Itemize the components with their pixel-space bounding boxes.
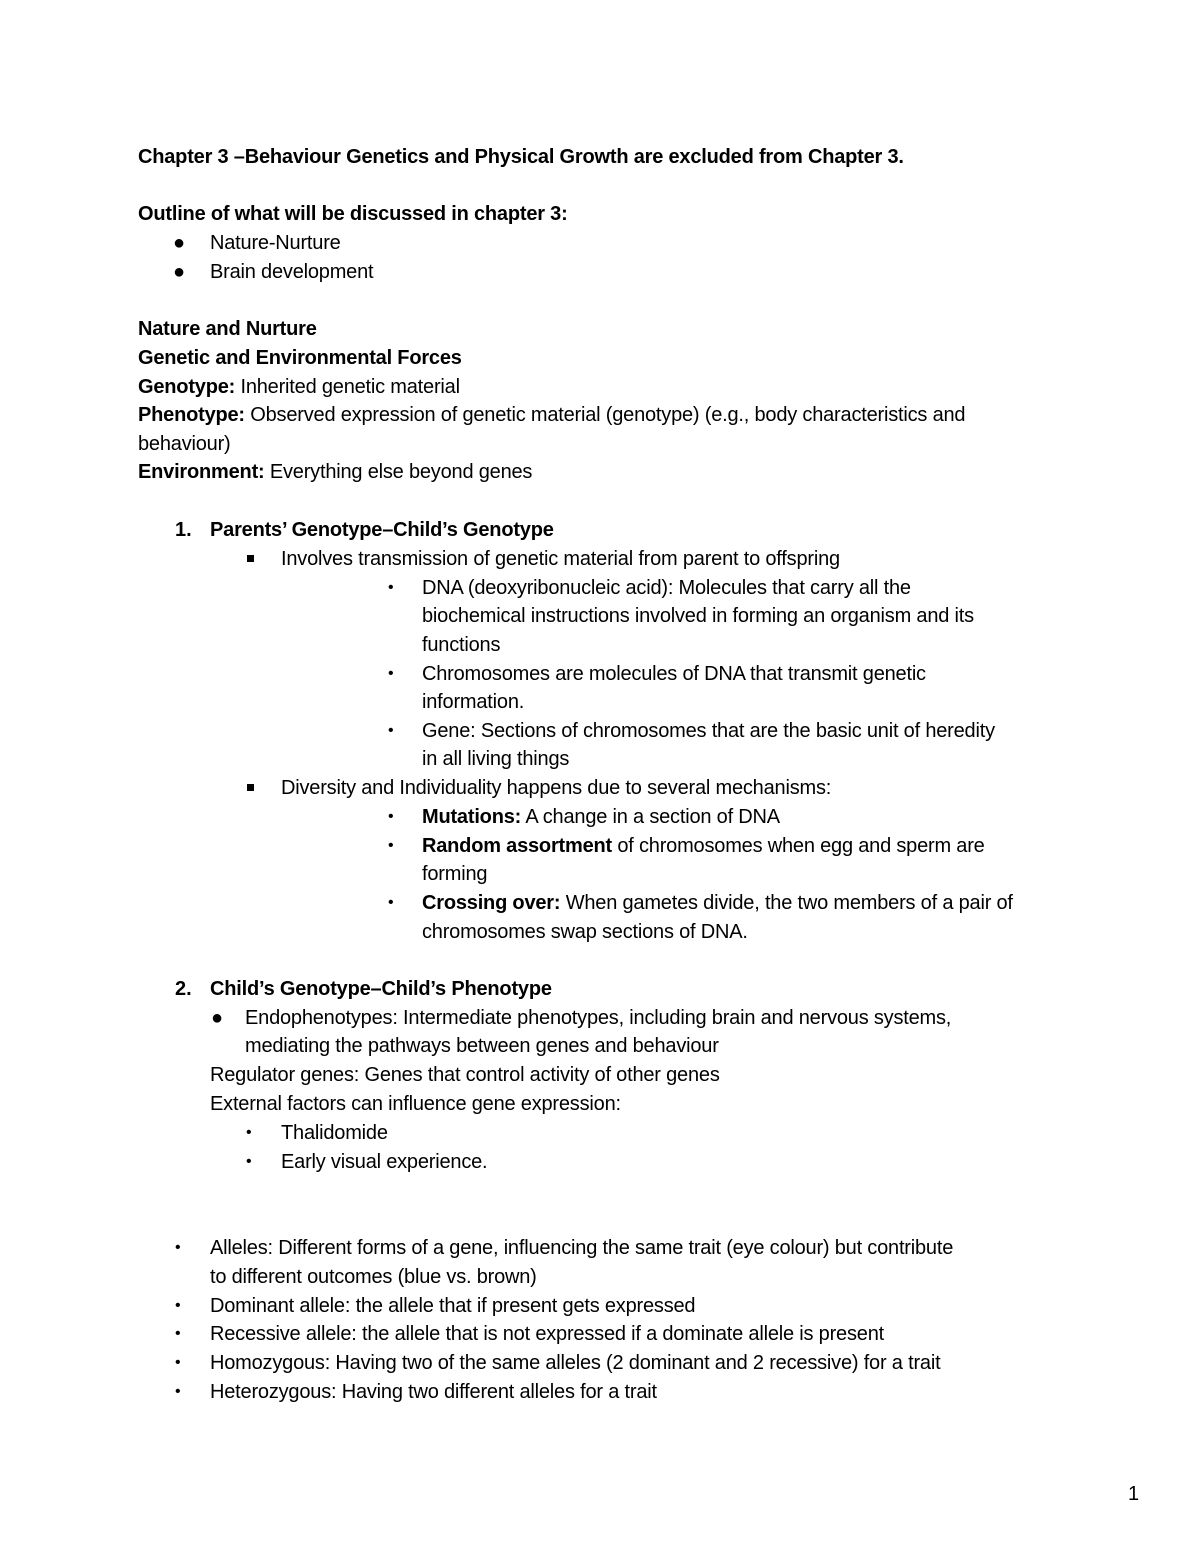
outline-item: Nature-Nurture bbox=[210, 232, 341, 254]
bullet-icon: • bbox=[246, 1153, 252, 1170]
bullet-icon: • bbox=[175, 1383, 181, 1400]
bullet-icon: • bbox=[388, 665, 394, 682]
outline-heading: Outline of what will be discussed in chapter 3: bbox=[138, 203, 568, 225]
term: Phenotype: bbox=[138, 404, 245, 426]
section-subheading: Genetic and Environmental Forces bbox=[138, 347, 462, 369]
outline-item: Brain development bbox=[210, 261, 374, 283]
section1-title: Parents’ Genotype–Child’s Genotype bbox=[210, 519, 554, 541]
bullet-icon: ● bbox=[211, 1007, 224, 1029]
bullet-icon: • bbox=[388, 579, 394, 596]
list-item bbox=[422, 803, 780, 831]
list-item: Alleles: Different forms of a gene, influencing the same trait (eye colour) but contribute bbox=[210, 1237, 954, 1259]
list-item-continuation: functions bbox=[422, 634, 501, 656]
list-item: Diversity and Individuality happens due to several mechanisms: bbox=[281, 777, 832, 799]
list-number: 1. bbox=[175, 519, 192, 541]
bullet-icon: • bbox=[246, 1124, 252, 1141]
square-bullet-icon bbox=[247, 555, 254, 562]
list-item: DNA (deoxyribonucleic acid): Molecules that carry all the bbox=[422, 577, 911, 599]
term: Random assortment bbox=[422, 835, 612, 857]
bullet-icon: • bbox=[175, 1297, 181, 1314]
paragraph: External factors can influence gene expression: bbox=[210, 1093, 621, 1115]
list-item bbox=[422, 832, 985, 860]
list-item: Chromosomes are molecules of DNA that transmit genetic bbox=[422, 663, 926, 685]
definition-genotype bbox=[138, 373, 460, 401]
list-item: Recessive allele: the allele that is not expressed if a dominate allele is present bbox=[210, 1323, 884, 1345]
list-item-continuation: in all living things bbox=[422, 748, 570, 770]
page-number: 1 bbox=[1128, 1483, 1140, 1505]
bullet-icon: • bbox=[175, 1325, 181, 1342]
bullet-icon: • bbox=[175, 1354, 181, 1371]
list-number: 2. bbox=[175, 978, 192, 1000]
section2-title: Child’s Genotype–Child’s Phenotype bbox=[210, 978, 552, 1000]
list-item: Endophenotypes: Intermediate phenotypes, including brain and nervous systems, bbox=[245, 1007, 952, 1029]
definition-phenotype bbox=[138, 401, 965, 429]
paragraph: Regulator genes: Genes that control activity of other genes bbox=[210, 1064, 720, 1086]
list-item-continuation: mediating the pathways between genes and behaviour bbox=[245, 1035, 719, 1057]
bullet-icon: • bbox=[388, 894, 394, 911]
list-item-continuation: information. bbox=[422, 691, 525, 713]
document-title: Chapter 3 –Behaviour Genetics and Physical Growth are excluded from Chapter 3. bbox=[138, 146, 904, 168]
term: Genotype: bbox=[138, 376, 236, 398]
list-item bbox=[422, 889, 1013, 917]
list-item: Thalidomide bbox=[281, 1122, 388, 1144]
definition-environment bbox=[138, 458, 532, 486]
term: Crossing over: bbox=[422, 892, 561, 914]
definition: Everything else beyond genes bbox=[264, 461, 533, 483]
list-item: Early visual experience. bbox=[281, 1151, 488, 1173]
definition: A change in a section of DNA bbox=[521, 806, 780, 828]
definition: Inherited genetic material bbox=[235, 376, 460, 398]
bullet-icon: • bbox=[388, 837, 394, 854]
definition: of chromosomes when egg and sperm are bbox=[611, 835, 985, 857]
term: Environment: bbox=[138, 461, 265, 483]
list-item: Gene: Sections of chromosomes that are the basic unit of heredity bbox=[422, 720, 995, 742]
definition: When gametes divide, the two members of a pair of bbox=[560, 892, 1013, 914]
definition-continuation: behaviour) bbox=[138, 433, 231, 455]
list-item: Involves transmission of genetic material from parent to offspring bbox=[281, 548, 840, 570]
bullet-icon: • bbox=[388, 808, 394, 825]
bullet-icon: • bbox=[388, 722, 394, 739]
bullet-icon: • bbox=[175, 1239, 181, 1256]
square-bullet-icon bbox=[247, 784, 254, 791]
list-item-continuation: forming bbox=[422, 863, 488, 885]
list-item: Homozygous: Having two of the same alleles (2 dominant and 2 recessive) for a trait bbox=[210, 1352, 941, 1374]
definition: Observed expression of genetic material (genotype) (e.g., body characteristics and bbox=[244, 404, 966, 426]
section-heading: Nature and Nurture bbox=[138, 318, 317, 340]
list-item: Heterozygous: Having two different alleles for a trait bbox=[210, 1381, 657, 1403]
list-item: Dominant allele: the allele that if present gets expressed bbox=[210, 1295, 696, 1317]
bullet-icon: ● bbox=[173, 261, 186, 283]
bullet-icon: ● bbox=[173, 232, 186, 254]
list-item-continuation: to different outcomes (blue vs. brown) bbox=[210, 1266, 537, 1288]
list-item-continuation: chromosomes swap sections of DNA. bbox=[422, 921, 748, 943]
list-item-continuation: biochemical instructions involved in forming an organism and its bbox=[422, 605, 974, 627]
term: Mutations: bbox=[422, 806, 522, 828]
